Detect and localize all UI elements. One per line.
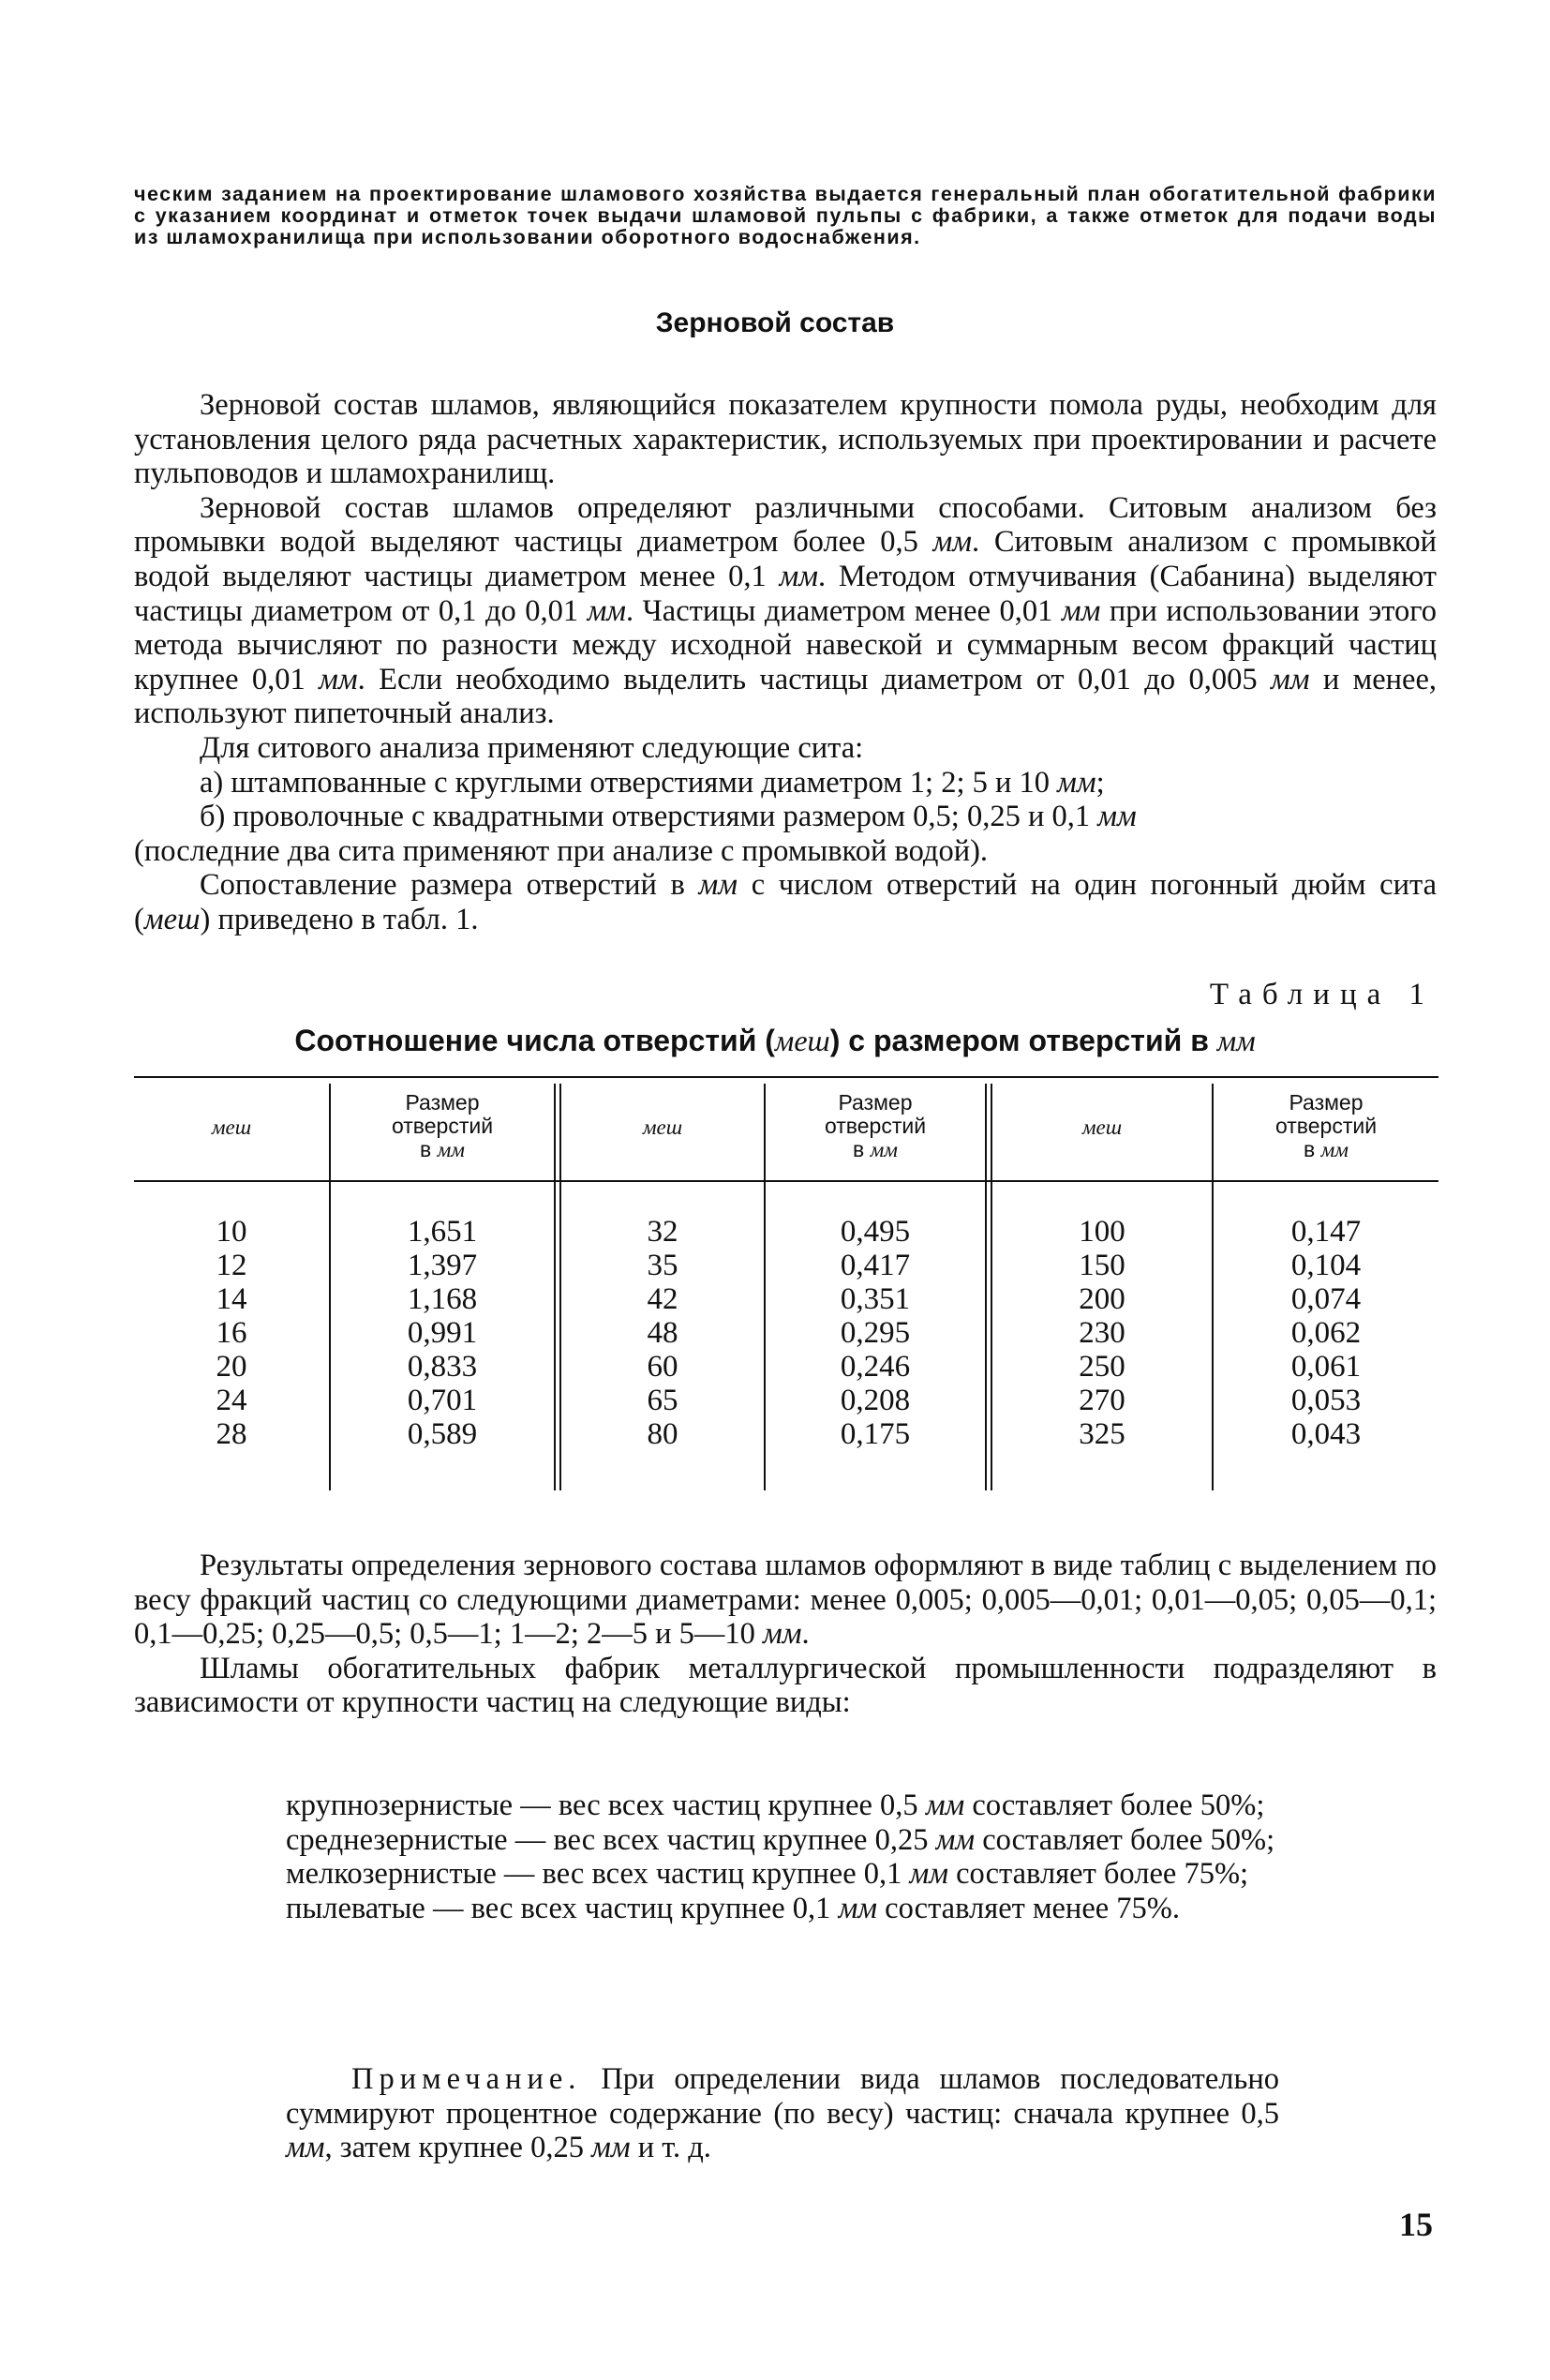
paragraph-1: Зерновой состав шламов, являющийся показателем крупности помола руды, необходим для установления целого ряда расчетных характеристик, используемых при проектировании и расчете пульповодов и шламохранилищ.	[134, 388, 1437, 491]
col1-mesh: 10 12 14 16 20 24 28	[216, 1215, 247, 1451]
col2-size: 0,495 0,417 0,351 0,295 0,246 0,208 0,175	[840, 1215, 911, 1451]
paragraph-6: Сопоставление размера отверстий в мм с числом отверстий на один погонный дюйм сита (меш) приведено в табл. 1.	[134, 868, 1438, 936]
header-mesh-1: меш	[211, 1115, 252, 1139]
list-item: мелкозернистые — вес всех частиц крупнее 0,1 мм составляет более 75%;	[286, 1857, 1249, 1891]
header-mesh-3: меш	[1081, 1115, 1123, 1139]
mesh-table	[134, 1076, 1438, 1490]
paragraph-7: Результаты определения зернового состава шламов оформляют в виде таблиц с выделением по весу фракций частиц со следующими диаметрами: менее 0,005; 0,005—0,01; 0,01—0,05; 0,05—0,1; 0,1—0,25; 0,25—0,5; 0,5—1; 1—2; 2—5 и 5—10 мм.	[134, 1549, 1437, 1652]
note-paragraph: Примечание. При определении вида шламов последовательно суммируют процентное содержание (по весу) частиц: сначала крупнее 0,5 мм, затем крупнее 0,25 мм и т. д.	[286, 2062, 1279, 2164]
paragraph-5: б) проволочные с квадратными отверстиями размером 0,5; 0,25 и 0,1 мм	[200, 800, 1137, 834]
intro-paragraph: ческим заданием на проектирование шламового хозяйства выдается генеральный план обогатительной фабрики с указанием координат и отметок точек выдачи шламовой пульпы с фабрики, а также отметок для подачи воды из шламохранилища при использовании оборотного водоснабжения.	[134, 183, 1437, 248]
sludge-types-list	[286, 1789, 1279, 1925]
col3-mesh: 100 150 200 230 250 270 325	[1079, 1215, 1125, 1451]
col1-size: 1,651 1,397 1,168 0,991 0,833 0,701 0,589	[407, 1215, 478, 1451]
col2-mesh: 32 35 42 48 60 65 80	[647, 1215, 678, 1451]
table-top-rule	[134, 1076, 1438, 1078]
paragraph-5-cont: (последние два сита применяют при анализе с промывкой водой).	[134, 833, 989, 868]
results-text	[134, 1549, 1437, 1720]
paragraph-2: Зерновой состав шламов определяют различными способами. Ситовым анализом без промывки водой выделяют частицы диаметром более 0,5 мм. Ситовым анализом с промывкой водой выделяют частицы диаметром менее 0,1 мм. Методом отмучивания (Сабанина) выделяют частицы диаметром от 0,1 до 0,01 мм. Частицы диаметром менее 0,01 мм при использовании этого метода вычисляют по разности между исходной навеской и суммарным весом фракций частиц крупнее 0,01 мм. Если необходимо выделить частицы диаметром от 0,01 до 0,005 мм и менее, используют пипеточный анализ.	[134, 490, 1438, 731]
main-text	[134, 388, 1437, 937]
paragraph-3: Для ситового анализа применяют следующие сита:	[200, 730, 864, 765]
paragraph-4: а) штампованные с круглыми отверстиями диаметром 1; 2; 5 и 10 мм;	[200, 765, 1105, 800]
list-item: пылеватые — вес всех частиц крупнее 0,1 мм составляет менее 75%.	[286, 1891, 1180, 1925]
section-title: Зерновой состав	[655, 307, 895, 338]
list-item: среднезернистые — вес всех частиц крупнее 0,25 мм составляет более 50%;	[286, 1822, 1275, 1857]
header-mesh-2: меш	[642, 1115, 683, 1139]
header-size-1: Размер отверстий в мм	[391, 1090, 494, 1161]
header-size-2: Размер отверстий в мм	[824, 1090, 927, 1161]
table-label: Таблица 1	[1209, 978, 1435, 1011]
table-title: Соотношение числа отверстий (меш) с размером отверстий в мм	[294, 1024, 1256, 1057]
page-number: 15	[1399, 2206, 1433, 2243]
paragraph-8: Шламы обогатительных фабрик металлургической промышленности подразделяют в зависимости от крупности частиц на следующие виды:	[134, 1651, 1437, 1720]
list-item: крупнозернистые — вес всех частиц крупнее 0,5 мм составляет более 50%;	[286, 1789, 1265, 1822]
col3-size: 0,147 0,104 0,074 0,062 0,061 0,053 0,043	[1290, 1215, 1362, 1451]
header-size-3: Размер отверстий в мм	[1274, 1090, 1378, 1161]
